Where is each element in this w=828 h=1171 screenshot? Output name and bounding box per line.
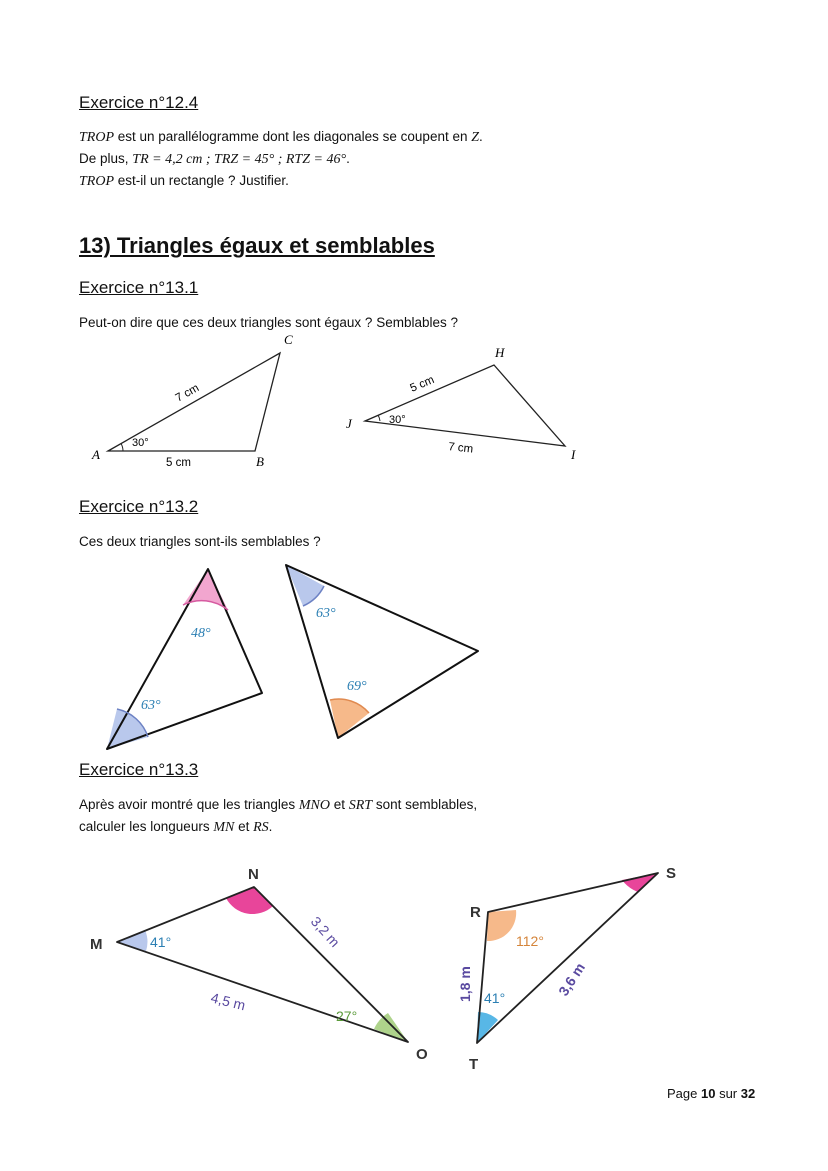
footer-middle: sur: [715, 1086, 741, 1101]
math-trop: TROP: [79, 130, 114, 145]
text: est un parallélogramme dont les diagonales se coupent en: [114, 129, 472, 144]
statement-line-1: [79, 794, 477, 816]
side-ab-label: 5 cm: [166, 457, 191, 469]
triangle-mno: [90, 866, 428, 1063]
angle-t-fill: [477, 1012, 498, 1043]
math-mn: MN: [213, 820, 235, 835]
text: De plus,: [79, 151, 133, 166]
math-mno: MNO: [298, 798, 330, 813]
vertex-j-label: J: [346, 416, 352, 431]
angle-a-arc: [121, 444, 123, 452]
vertex-h-label: H: [495, 345, 505, 360]
page-total: 32: [740, 1086, 756, 1101]
text: .: [479, 129, 483, 144]
side-jh-label: 5 cm: [408, 373, 437, 395]
angle-69-label: 69°: [347, 679, 367, 694]
math-srt: SRT: [348, 798, 373, 813]
exercise-13-2-title: Exercice n°13.2: [79, 497, 199, 516]
exercise-13-1-title: Exercice n°13.1: [79, 278, 199, 297]
exercise-13-3-statement: [79, 794, 477, 838]
triangle-srt: [457, 865, 676, 1073]
vertex-o-label: O: [416, 1046, 428, 1063]
math-trop: TROP: [79, 174, 114, 189]
page-number: 10: [700, 1086, 716, 1101]
angle-r-label: 112°: [516, 933, 544, 949]
vertex-m-label: M: [90, 936, 103, 953]
angle-m-label: 41°: [150, 934, 172, 950]
side-ji-label: 7 cm: [447, 441, 474, 456]
page-footer: [667, 1086, 755, 1101]
triangle-jhi-shape: [365, 365, 565, 446]
exercise-13-2-question: Ces deux triangles sont-ils semblables ?: [79, 534, 321, 549]
triangle-13-2-right: [286, 565, 478, 738]
angle-48-label: 48°: [191, 626, 211, 641]
vertex-i-label: I: [571, 447, 576, 462]
angle-r-fill: [487, 910, 516, 941]
statement-line-2: [79, 816, 477, 838]
angle-63b-label: 63°: [316, 606, 336, 621]
triangle-abc: [91, 332, 293, 469]
exercise-13-1-question: Peut-on dire que ces deux triangles sont égaux ? Semblables ?: [79, 315, 458, 330]
vertex-c-label: C: [284, 332, 293, 347]
text: et: [234, 819, 254, 834]
side-ac-label: 7 cm: [173, 382, 202, 405]
triangle-srt-shape: [477, 873, 658, 1043]
vertex-t-label: T: [469, 1056, 479, 1073]
angle-j-arc: [378, 415, 380, 421]
section-13-title: 13) Triangles égaux et semblables: [79, 233, 435, 258]
text: calculer les longueurs: [79, 819, 214, 834]
math-rs: RS: [253, 820, 269, 835]
vertex-s-label: S: [666, 865, 677, 882]
angle-t-label: 41°: [484, 990, 506, 1006]
vertex-n-label: N: [248, 866, 259, 883]
vertex-r-label: R: [470, 904, 481, 921]
angle-o-label: 27°: [336, 1008, 358, 1024]
side-ts-label: 3,6 m: [555, 959, 589, 999]
angle-j-label: 30°: [389, 414, 406, 426]
math-values: TR = 4,2 cm ; TRZ = 45° ; RTZ = 46°: [132, 152, 347, 167]
angle-63-fill: [107, 709, 148, 749]
angle-a-label: 30°: [132, 437, 149, 449]
text: et: [329, 797, 349, 812]
math-z: Z: [471, 130, 480, 145]
footer-prefix: Page: [667, 1086, 701, 1101]
angle-n-fill: [226, 887, 273, 914]
vertex-a-label: A: [92, 447, 100, 462]
triangle-jhi: [346, 345, 576, 462]
exercise-12-4-title: Exercice n°12.4: [79, 93, 199, 112]
triangle-13-2-left: [107, 569, 262, 749]
text: .: [268, 819, 273, 834]
angle-63-label: 63°: [141, 698, 161, 713]
side-rt-label: 1,8 m: [457, 966, 473, 1002]
vertex-b-label: B: [256, 454, 264, 469]
text: sont semblables,: [372, 797, 478, 812]
side-mo-label: 4,5 m: [209, 989, 248, 1014]
text: est-il un rectangle ? Justifier.: [114, 173, 289, 188]
side-no-label: 3,2 m: [307, 913, 344, 951]
text: Après avoir montré que les triangles: [79, 797, 299, 812]
text: .: [346, 151, 350, 166]
exercise-13-3-title: Exercice n°13.3: [79, 760, 199, 779]
